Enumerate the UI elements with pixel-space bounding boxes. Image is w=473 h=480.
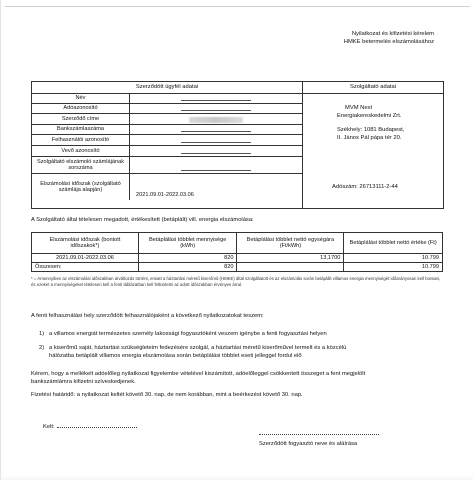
value-line	[181, 100, 251, 101]
signature-line	[259, 434, 379, 435]
table-cell: 820	[138, 254, 237, 263]
value-line	[181, 131, 251, 132]
field-label: Vevő azonosító	[32, 146, 130, 156]
item-number: 2)	[39, 345, 45, 351]
intro-text: A Szolgáltató által tételesen megadott, értékesített (betáplált) vill. energia elszámolása:	[31, 217, 254, 223]
column-header: Betáplálási többlet mennyisége (kWh)	[138, 233, 237, 254]
item-number: 1)	[39, 331, 45, 337]
table-cell-empty	[237, 263, 344, 272]
field-row	[32, 146, 302, 157]
declaration-item	[39, 344, 443, 362]
field-label: Felhasználói azonosító	[32, 135, 130, 145]
field-label: Bankszámlaszáma	[32, 125, 130, 134]
customer-fields	[32, 94, 302, 200]
date-line	[57, 427, 137, 428]
field-value	[130, 146, 302, 156]
header-line-1: Nyilatkozat és kifizetési kérelem	[351, 31, 434, 37]
request-text-line-2: bankszámlámra kifizetni szíveskedjenek.	[31, 379, 136, 385]
provider-address-line-2: II. János Pál pápa tér 20.	[337, 135, 402, 141]
field-label: Adóazonosító	[32, 104, 130, 113]
provider-tax-number: Adószám: 26713111-2-44	[332, 184, 398, 190]
field-row	[32, 157, 302, 174]
field-label: Elszámolási időszak (szolgáltató számlája alapján)	[32, 174, 130, 200]
table-total-row	[32, 263, 443, 272]
field-value	[130, 114, 302, 124]
column-header: Elszámolási időszak (bontott időszakok*)	[32, 233, 139, 254]
field-value	[130, 94, 302, 103]
field-row	[32, 114, 302, 125]
customer-section-title: Szerződött ügyfél adatai	[135, 84, 199, 90]
provider-address-line-1: Székhely: 1081 Budapest,	[337, 127, 405, 133]
field-label: Név	[32, 94, 130, 103]
field-row	[32, 135, 302, 146]
date-label: Kelt:	[43, 424, 55, 430]
provider-details	[303, 94, 443, 142]
item-text-line-1: a kiserőmű saját, háztartási szükségleteim fedezésére szolgál, a háztartási méretű kiserőművel termelt és a közcélú	[49, 345, 347, 351]
field-row	[32, 174, 302, 200]
redacted-value	[189, 117, 243, 123]
value-line	[181, 153, 251, 154]
contract-data-table	[31, 81, 444, 209]
table-header-row	[32, 233, 443, 254]
field-label: Szerződő címe	[32, 114, 130, 124]
value-line	[181, 110, 251, 111]
top-rule	[5, 6, 470, 7]
item-text: a villamos energiát természetes személy lakossági fogyasztóként veszem igénybe a fenti fogyasztási helyen	[49, 331, 327, 337]
field-value	[130, 135, 302, 145]
column-header: Betáplálási többlet nettó értéke (Ft)	[344, 233, 443, 254]
field-value	[130, 104, 302, 113]
field-value	[130, 157, 302, 173]
date-field	[43, 424, 137, 430]
field-row	[32, 94, 302, 104]
value-line	[181, 170, 251, 171]
document-header	[344, 30, 434, 46]
total-label: Összesen:	[32, 263, 139, 272]
request-text-line-1: Kérem, hogy a mellékelt adóelőleg nyilatkozat figyelembe vételével kiszámított, adóelőleggel csökkentett összeget a fent megjelölt	[31, 371, 366, 377]
provider-name: MVM Next	[345, 105, 373, 111]
signature-label: Szerződött fogyasztó neve és aláírása	[259, 441, 358, 447]
value-line	[181, 142, 251, 143]
field-row	[32, 125, 302, 135]
energy-table	[31, 232, 443, 272]
spacer	[337, 94, 443, 104]
item-text-line-2: hálózatba betáplált villamos energia elszámolása során betáplálási többlet eseti jelleggel fordul elő	[49, 353, 302, 359]
field-label: Szolgáltató elszámoló számlájának sorszáma	[32, 157, 130, 173]
field-value	[130, 125, 302, 134]
billing-period-value: 2021.09.01-2022.03.06	[136, 192, 194, 198]
footnote: * = Amennyiben az elszámolási időszakban árváltozás történt, emiatt a háztartási méretű kiserőmű (HMKE) által szolgáltatott és az elszámolás során betáplált villamos energia mennyiségét időarányosan kell bontani, és ezeket a mennyiségeket tételesen kell a fenti táblázatban kell feltüntetni az adott időszakban érvényes árral.	[31, 276, 441, 287]
field-row	[32, 104, 302, 114]
total-value: 10.799	[344, 263, 443, 272]
table-cell: 13,1700	[237, 254, 344, 263]
table-cell: 10.799	[344, 254, 443, 263]
provider-section-title: Szolgáltató adatai	[349, 84, 397, 90]
table-row	[32, 254, 443, 263]
table-cell: 2021.09.01-2022.03.06	[32, 254, 139, 263]
declaration-intro: A fenti felhasználási hely szerződött felhasználójaként a következő nyilatkozatokat teszem:	[31, 313, 264, 319]
total-quantity: 820	[138, 263, 237, 272]
provider-name-line-2: Energiakereskedelmi Zrt.	[337, 113, 402, 119]
header-line-2: HMKE betermelés elszámolásához	[343, 39, 434, 45]
payment-deadline: Fizetési határidő: a nyilatkozat keltét követő 30. nap, de nem korábban, mint a beérkezést követő 30. nap.	[31, 392, 303, 398]
column-header: Betáplálási többlet nettó egységára (Ft/kWh)	[237, 233, 344, 254]
